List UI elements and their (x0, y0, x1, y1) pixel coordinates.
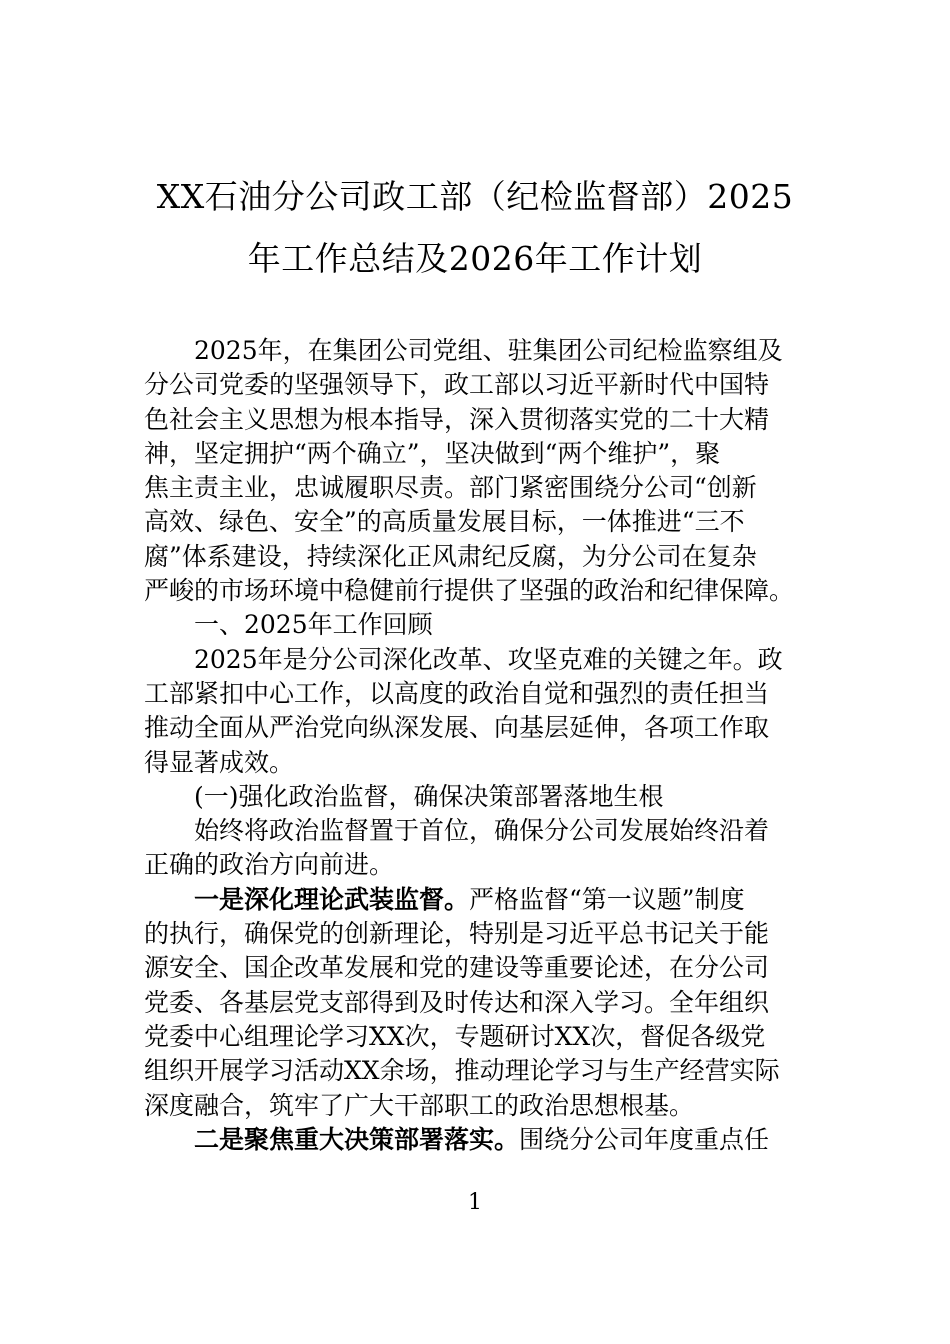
paragraph-political-supervision (144, 814, 808, 883)
text-line: 党委中心组理论学习XX次，专题研讨XX次，督促各级党 (144, 1021, 766, 1051)
text-line: 2025年是分公司深化改革、攻坚克难的关键之年。政 (194, 644, 783, 674)
text-line: 党委、各基层党支部得到及时传达和深入学习。全年组织 (144, 987, 770, 1017)
text-line: 的执行，确保党的创新理论，特别是习近平总书记关于能 (144, 919, 770, 949)
text-line: 深度融合，筑牢了广大干部职工的政治思想根基。 (144, 1090, 695, 1120)
text-line: 腐”体系建设，持续深化正风肃纪反腐，为分公司在复杂 (144, 541, 757, 571)
title-line-1: XX石油分公司政工部（纪检监督部）2025 (156, 177, 794, 216)
text-line: 组织开展学习活动XX余场，推动理论学习与生产经营实际 (144, 1056, 780, 1086)
text-line (144, 883, 808, 917)
text-line: 神，坚定拥护“两个确立”，坚决做到“两个维护”，聚 (144, 438, 721, 468)
text-line: 高效、绿色、安全”的高质量发展目标，一体推进“三不 (144, 507, 745, 537)
text-line: 工部紧扣中心工作，以高度的政治自觉和强烈的责任担当 (144, 678, 770, 708)
text-line (144, 1123, 808, 1157)
title-line-2: 年工作总结及2026年工作计划 (247, 239, 703, 278)
text-line: 始终将政治监督置于首位，确保分公司发展始终沿着 (194, 816, 770, 846)
document-title (140, 166, 810, 290)
paragraph-intro (144, 334, 808, 608)
lead-phrase: 二是聚焦重大决策部署落实。 (194, 1124, 520, 1154)
text-line: 分公司党委的坚强领导下，政工部以习近平新时代中国特 (144, 370, 770, 400)
line-text: 围绕分公司年度重点任 (519, 1124, 770, 1154)
heading-line: 一、2025年工作回顾 (194, 610, 433, 640)
paragraph-theory-supervision (144, 883, 808, 1123)
document-body (144, 334, 808, 1157)
text-line: 得显著成效。 (144, 747, 295, 777)
paragraph-review (144, 643, 808, 780)
text-line: 色社会主义思想为根本指导，深入贯彻落实党的二十大精 (144, 404, 770, 434)
text-line: 焦主责主业，忠诚履职尽责。部门紧密围绕分公司“创新 (144, 473, 757, 503)
page-number: 1 (468, 1190, 482, 1215)
lead-phrase: 一是深化理论武装监督。 (194, 884, 470, 914)
text-line: 正确的政治方向前进。 (144, 850, 395, 880)
text-line: 严峻的市场环境中稳健前行提供了坚强的政治和纪律保障。 (144, 576, 795, 606)
section-heading (144, 608, 808, 642)
text-line: 推动全面从严治党向纵深发展、向基层延伸，各项工作取 (144, 713, 770, 743)
text-line: 2025年，在集团公司党组、驻集团公司纪检监察组及 (194, 336, 783, 365)
line-text: 严格监督“第一议题”制度 (469, 884, 745, 914)
paragraph-decision-implementation (144, 1123, 808, 1157)
heading-line: (一)强化政治监督，确保决策部署落地生根 (194, 781, 664, 811)
subsection-heading (144, 780, 808, 814)
text-line: 源安全、国企改革发展和党的建设等重要论述，在分公司 (144, 953, 770, 983)
